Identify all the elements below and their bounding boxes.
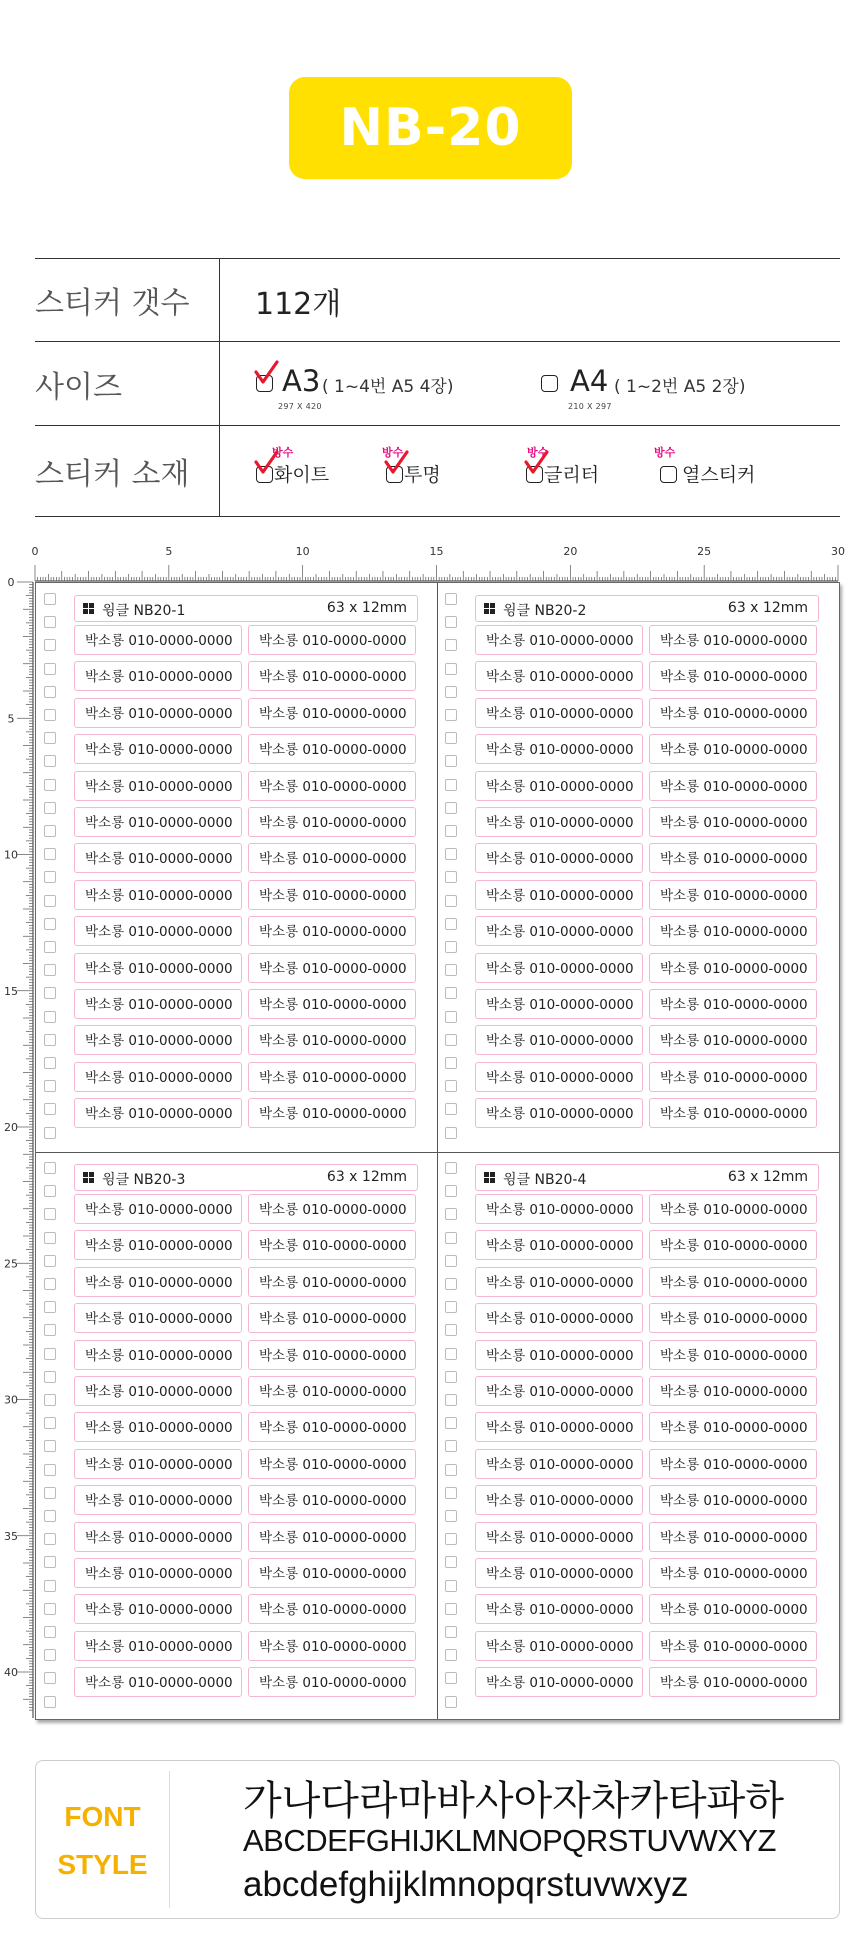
punch-hole <box>44 918 56 930</box>
sticker-label: 박소룡 010-0000-0000 <box>649 1098 817 1128</box>
material-label: 스티커 소재 <box>35 426 220 516</box>
sticker-label: 박소룡 010-0000-0000 <box>649 1631 817 1661</box>
punch-hole <box>445 1440 457 1452</box>
count-value-cell <box>220 259 840 341</box>
punch-hole <box>44 1371 56 1383</box>
sticker-label: 박소룡 010-0000-0000 <box>649 1594 817 1624</box>
punch-hole <box>44 895 56 907</box>
ruler-label: 10 <box>4 848 18 862</box>
ruler-label: 30 <box>831 545 845 558</box>
punch-hole <box>44 1324 56 1336</box>
sheet-label-size: 63 x 12mm <box>727 600 808 616</box>
punch-hole <box>44 686 56 698</box>
sticker-label: 박소룡 010-0000-0000 <box>74 771 242 801</box>
punch-hole <box>44 825 56 837</box>
product-title: NB-20 <box>339 98 522 158</box>
sheet-name: 윙클 NB20-3 <box>102 1172 186 1188</box>
size-options <box>220 342 840 425</box>
sticker-label: 박소룡 010-0000-0000 <box>475 1558 643 1588</box>
ruler-label: 25 <box>697 545 712 558</box>
sticker-label: 박소룡 010-0000-0000 <box>649 807 817 837</box>
punch-hole <box>445 1394 457 1406</box>
check-mark-icon <box>253 360 279 386</box>
punch-hole <box>445 1348 457 1360</box>
punch-hole <box>445 1487 457 1499</box>
punch-hole <box>445 1103 457 1115</box>
punch-hole <box>445 1011 457 1023</box>
punch-hole <box>445 964 457 976</box>
punch-hole <box>445 1255 457 1267</box>
sticker-label: 박소룡 010-0000-0000 <box>649 953 817 983</box>
sheet-name: 윙클 NB20-2 <box>503 603 587 619</box>
punch-hole <box>44 1696 56 1708</box>
sticker-sheet <box>35 582 840 1720</box>
sticker-label: 박소룡 010-0000-0000 <box>649 1558 817 1588</box>
punch-hole <box>445 1603 457 1615</box>
sticker-label: 박소룡 010-0000-0000 <box>74 843 242 873</box>
punch-hole <box>44 1603 56 1615</box>
punch-hole <box>44 802 56 814</box>
size-option-a3[interactable] <box>220 342 520 425</box>
size-name: A3 <box>282 364 321 398</box>
punch-hole <box>44 1487 56 1499</box>
sticker-label: 박소룡 010-0000-0000 <box>649 1485 817 1515</box>
sticker-label: 박소룡 010-0000-0000 <box>649 734 817 764</box>
size-note: ( 1~4번 A5 4장) <box>322 377 454 397</box>
punch-hole <box>445 779 457 791</box>
sticker-label: 박소룡 010-0000-0000 <box>649 880 817 910</box>
sticker-label: 박소룡 010-0000-0000 <box>248 1062 416 1092</box>
material-option-glitter[interactable] <box>490 426 620 516</box>
punch-hole <box>445 987 457 999</box>
waterproof-tag: 방수 <box>272 446 294 459</box>
punch-hole <box>44 732 56 744</box>
sticker-label: 박소룡 010-0000-0000 <box>475 661 643 691</box>
punch-hole <box>445 1127 457 1139</box>
punch-hole <box>445 895 457 907</box>
product-title-badge <box>289 77 572 179</box>
sheet-header-label <box>475 595 819 622</box>
sticker-label: 박소룡 010-0000-0000 <box>475 1340 643 1370</box>
sheet-label-size: 63 x 12mm <box>326 600 407 616</box>
sticker-label: 박소룡 010-0000-0000 <box>248 1025 416 1055</box>
sticker-label: 박소룡 010-0000-0000 <box>248 953 416 983</box>
sticker-label: 박소룡 010-0000-0000 <box>74 1267 242 1297</box>
size-option-a4[interactable] <box>520 342 820 425</box>
punch-hole <box>445 1649 457 1661</box>
size-dims: 297 X 420 <box>278 402 322 411</box>
font-sample-lower: abcdefghijklmnopqrstuvwxyz <box>243 1865 689 1904</box>
grid-icon <box>83 603 94 614</box>
sticker-label: 박소룡 010-0000-0000 <box>248 1485 416 1515</box>
punch-hole <box>445 1533 457 1545</box>
sticker-label: 박소룡 010-0000-0000 <box>475 1062 643 1092</box>
sticker-label: 박소룡 010-0000-0000 <box>74 1098 242 1128</box>
sticker-label: 박소룡 010-0000-0000 <box>248 734 416 764</box>
ruler-label: 25 <box>4 1257 18 1271</box>
sticker-label: 박소룡 010-0000-0000 <box>74 1303 242 1333</box>
a4-checkbox[interactable] <box>541 375 558 392</box>
font-sample-upper: ABCDEFGHIJKLMNOPQRSTUVWXYZ <box>243 1823 776 1858</box>
material-option-white[interactable] <box>220 426 350 516</box>
font-label-line2: STYLE <box>57 1849 148 1880</box>
sticker-label: 박소룡 010-0000-0000 <box>649 1025 817 1055</box>
material-option-heat[interactable] <box>620 426 780 516</box>
punch-hole <box>445 1057 457 1069</box>
punch-hole <box>44 593 56 605</box>
sticker-label: 박소룡 010-0000-0000 <box>74 625 242 655</box>
size-note: ( 1~2번 A5 2장) <box>614 377 746 397</box>
sheet-header-label <box>74 595 418 622</box>
punch-hole <box>44 871 56 883</box>
ruler-label: 20 <box>4 1121 18 1134</box>
sticker-label: 박소룡 010-0000-0000 <box>649 1194 817 1224</box>
punch-hole <box>44 1464 56 1476</box>
sticker-label: 박소룡 010-0000-0000 <box>475 1667 643 1697</box>
sticker-label: 박소룡 010-0000-0000 <box>475 989 643 1019</box>
punch-hole <box>445 1672 457 1684</box>
punch-hole <box>44 1440 56 1452</box>
sticker-label: 박소룡 010-0000-0000 <box>649 1376 817 1406</box>
sticker-label: 박소룡 010-0000-0000 <box>475 1594 643 1624</box>
waterproof-tag: 방수 <box>527 446 549 459</box>
sticker-label: 박소룡 010-0000-0000 <box>248 1230 416 1260</box>
punch-hole <box>445 941 457 953</box>
punch-hole <box>44 1185 56 1197</box>
waterproof-tag: 방수 <box>382 446 404 459</box>
sticker-label: 박소룡 010-0000-0000 <box>649 843 817 873</box>
ruler-label: 5 <box>7 712 15 726</box>
ruler-label: 40 <box>4 1666 18 1679</box>
sticker-label: 박소룡 010-0000-0000 <box>475 880 643 910</box>
punch-hole <box>44 779 56 791</box>
sheet-label-size: 63 x 12mm <box>727 1169 808 1185</box>
punch-hole <box>445 616 457 628</box>
sticker-label: 박소룡 010-0000-0000 <box>74 1631 242 1661</box>
punch-hole <box>44 1394 56 1406</box>
sticker-label: 박소룡 010-0000-0000 <box>74 1340 242 1370</box>
sticker-label: 박소룡 010-0000-0000 <box>74 1667 242 1697</box>
sticker-label: 박소룡 010-0000-0000 <box>74 1485 242 1515</box>
punch-hole <box>445 1185 457 1197</box>
punch-hole <box>44 1580 56 1592</box>
sticker-label: 박소룡 010-0000-0000 <box>74 880 242 910</box>
sticker-label: 박소룡 010-0000-0000 <box>475 1230 643 1260</box>
sticker-label: 박소룡 010-0000-0000 <box>248 1594 416 1624</box>
material-name: 글리터 <box>544 464 600 486</box>
punch-hole <box>445 709 457 721</box>
sticker-label: 박소룡 010-0000-0000 <box>649 1267 817 1297</box>
sticker-label: 박소룡 010-0000-0000 <box>649 1522 817 1552</box>
material-option-clear[interactable] <box>350 426 490 516</box>
sticker-label: 박소룡 010-0000-0000 <box>248 1340 416 1370</box>
punch-hole <box>44 1011 56 1023</box>
sticker-label: 박소룡 010-0000-0000 <box>248 1667 416 1697</box>
sticker-label: 박소룡 010-0000-0000 <box>475 1485 643 1515</box>
sticker-label: 박소룡 010-0000-0000 <box>248 1267 416 1297</box>
sticker-label: 박소룡 010-0000-0000 <box>475 916 643 946</box>
punch-hole <box>44 1510 56 1522</box>
sheet-name: 윙클 NB20-1 <box>102 603 186 619</box>
punch-hole <box>445 1034 457 1046</box>
sticker-label: 박소룡 010-0000-0000 <box>74 698 242 728</box>
punch-hole <box>445 848 457 860</box>
sticker-label: 박소룡 010-0000-0000 <box>248 1303 416 1333</box>
grid-icon <box>83 1172 94 1183</box>
sheet-header-label <box>475 1164 819 1191</box>
size-name: A4 <box>570 364 609 398</box>
punch-hole <box>44 1649 56 1661</box>
sticker-label: 박소룡 010-0000-0000 <box>74 1025 242 1055</box>
top-ruler <box>0 540 860 582</box>
punch-hole <box>44 1057 56 1069</box>
ruler-label: 35 <box>4 1529 18 1543</box>
punch-hole <box>445 1278 457 1290</box>
sticker-label: 박소룡 010-0000-0000 <box>248 771 416 801</box>
sticker-label: 박소룡 010-0000-0000 <box>475 1412 643 1442</box>
punch-hole <box>44 616 56 628</box>
punch-hole <box>44 1533 56 1545</box>
punch-hole <box>44 663 56 675</box>
font-label-line1: FONT <box>64 1801 141 1832</box>
sticker-label: 박소룡 010-0000-0000 <box>248 1558 416 1588</box>
font-style-box <box>35 1760 840 1919</box>
sticker-label: 박소룡 010-0000-0000 <box>475 1025 643 1055</box>
punch-hole <box>44 987 56 999</box>
ruler-label: 0 <box>7 578 15 589</box>
sticker-label: 박소룡 010-0000-0000 <box>649 989 817 1019</box>
sheet-name: 윙클 NB20-4 <box>503 1172 587 1188</box>
punch-hole <box>445 1626 457 1638</box>
left-ruler <box>0 578 34 1722</box>
punch-hole <box>44 941 56 953</box>
material-name: 열스티커 <box>682 464 756 486</box>
ruler-label: 30 <box>4 1393 18 1407</box>
punch-hole <box>44 1208 56 1220</box>
spec-table <box>35 258 840 517</box>
punch-hole <box>445 1580 457 1592</box>
sticker-label: 박소룡 010-0000-0000 <box>74 1194 242 1224</box>
sheet-header-label <box>74 1164 418 1191</box>
punch-hole <box>445 663 457 675</box>
punch-hole <box>44 1626 56 1638</box>
sticker-label: 박소룡 010-0000-0000 <box>475 1522 643 1552</box>
sticker-label: 박소룡 010-0000-0000 <box>74 916 242 946</box>
sticker-label: 박소룡 010-0000-0000 <box>248 1376 416 1406</box>
sticker-sheet-panel <box>36 583 437 1150</box>
punch-hole <box>44 755 56 767</box>
sticker-label: 박소룡 010-0000-0000 <box>74 1522 242 1552</box>
punch-hole <box>44 1556 56 1568</box>
sticker-label: 박소룡 010-0000-0000 <box>248 916 416 946</box>
punch-hole <box>445 1162 457 1174</box>
punch-hole <box>445 1232 457 1244</box>
sticker-label: 박소룡 010-0000-0000 <box>475 698 643 728</box>
sticker-label: 박소룡 010-0000-0000 <box>248 1412 416 1442</box>
punch-hole <box>44 1417 56 1429</box>
sticker-label: 박소룡 010-0000-0000 <box>649 916 817 946</box>
sticker-label: 박소룡 010-0000-0000 <box>248 1449 416 1479</box>
punch-hole <box>445 1208 457 1220</box>
count-label: 스티커 갯수 <box>35 259 220 341</box>
sticker-label: 박소룡 010-0000-0000 <box>649 698 817 728</box>
spec-row-size <box>35 341 840 425</box>
sticker-label: 박소룡 010-0000-0000 <box>649 1340 817 1370</box>
ruler-label: 15 <box>4 984 18 998</box>
punch-hole <box>44 964 56 976</box>
sticker-label: 박소룡 010-0000-0000 <box>74 1558 242 1588</box>
spec-row-material <box>35 425 840 517</box>
sticker-label: 박소룡 010-0000-0000 <box>74 1376 242 1406</box>
ruler-label: 15 <box>429 545 444 558</box>
punch-hole <box>445 1371 457 1383</box>
punch-hole <box>445 1464 457 1476</box>
sticker-label: 박소룡 010-0000-0000 <box>475 1631 643 1661</box>
sticker-label: 박소룡 010-0000-0000 <box>74 807 242 837</box>
sticker-label: 박소룡 010-0000-0000 <box>248 1522 416 1552</box>
sticker-label: 박소룡 010-0000-0000 <box>649 771 817 801</box>
sticker-label: 박소룡 010-0000-0000 <box>74 734 242 764</box>
sticker-label: 박소룡 010-0000-0000 <box>649 1230 817 1260</box>
sticker-label: 박소룡 010-0000-0000 <box>475 1376 643 1406</box>
sticker-label: 박소룡 010-0000-0000 <box>248 807 416 837</box>
punch-hole <box>445 593 457 605</box>
sticker-label: 박소룡 010-0000-0000 <box>248 1631 416 1661</box>
sticker-label: 박소룡 010-0000-0000 <box>248 843 416 873</box>
punch-hole <box>44 709 56 721</box>
punch-hole <box>445 1556 457 1568</box>
punch-hole <box>445 1080 457 1092</box>
sticker-label: 박소룡 010-0000-0000 <box>649 625 817 655</box>
sticker-label: 박소룡 010-0000-0000 <box>74 1449 242 1479</box>
sticker-label: 박소룡 010-0000-0000 <box>74 1062 242 1092</box>
punch-hole <box>44 1080 56 1092</box>
sticker-label: 박소룡 010-0000-0000 <box>649 1303 817 1333</box>
sticker-label: 박소룡 010-0000-0000 <box>475 1449 643 1479</box>
sticker-label: 박소룡 010-0000-0000 <box>649 1062 817 1092</box>
punch-hole <box>445 1417 457 1429</box>
punch-hole <box>445 871 457 883</box>
material-name: 화이트 <box>274 464 330 486</box>
sticker-label: 박소룡 010-0000-0000 <box>475 625 643 655</box>
sticker-label: 박소룡 010-0000-0000 <box>649 1667 817 1697</box>
punch-hole <box>44 1232 56 1244</box>
sticker-label: 박소룡 010-0000-0000 <box>74 1412 242 1442</box>
sticker-label: 박소룡 010-0000-0000 <box>649 1412 817 1442</box>
sticker-label: 박소룡 010-0000-0000 <box>248 989 416 1019</box>
sticker-sheet-panel <box>36 1152 437 1719</box>
punch-hole <box>44 1255 56 1267</box>
punch-hole <box>44 1127 56 1139</box>
sticker-label: 박소룡 010-0000-0000 <box>475 771 643 801</box>
size-dims: 210 X 297 <box>568 402 612 411</box>
sticker-label: 박소룡 010-0000-0000 <box>475 1098 643 1128</box>
sticker-label: 박소룡 010-0000-0000 <box>248 698 416 728</box>
sticker-label: 박소룡 010-0000-0000 <box>74 989 242 1019</box>
grid-icon <box>484 603 495 614</box>
waterproof-tag: 방수 <box>654 446 676 459</box>
punch-hole <box>44 1278 56 1290</box>
punch-hole <box>44 1348 56 1360</box>
ruler-label: 20 <box>563 545 578 558</box>
heat-checkbox[interactable] <box>660 466 677 483</box>
sticker-label: 박소룡 010-0000-0000 <box>475 1267 643 1297</box>
punch-hole <box>445 1510 457 1522</box>
sticker-label: 박소룡 010-0000-0000 <box>649 1449 817 1479</box>
punch-hole <box>445 918 457 930</box>
grid-icon <box>484 1172 495 1183</box>
punch-hole <box>44 1162 56 1174</box>
punch-hole <box>44 1034 56 1046</box>
sticker-label: 박소룡 010-0000-0000 <box>248 1098 416 1128</box>
punch-hole <box>44 639 56 651</box>
sticker-sheet-panel <box>437 1152 838 1719</box>
sticker-label: 박소룡 010-0000-0000 <box>74 661 242 691</box>
sticker-label: 박소룡 010-0000-0000 <box>248 1194 416 1224</box>
sticker-label: 박소룡 010-0000-0000 <box>475 1303 643 1333</box>
punch-hole <box>445 1301 457 1313</box>
ruler-label: 5 <box>165 545 173 558</box>
size-label: 사이즈 <box>35 342 220 425</box>
ruler-label: 10 <box>295 545 310 558</box>
sheet-label-size: 63 x 12mm <box>326 1169 407 1185</box>
sticker-label: 박소룡 010-0000-0000 <box>74 1594 242 1624</box>
sticker-label: 박소룡 010-0000-0000 <box>248 661 416 691</box>
sticker-label: 박소룡 010-0000-0000 <box>74 1230 242 1260</box>
punch-hole <box>445 732 457 744</box>
sticker-label: 박소룡 010-0000-0000 <box>248 625 416 655</box>
spec-row-count <box>35 258 840 341</box>
punch-hole <box>445 686 457 698</box>
punch-hole <box>445 639 457 651</box>
ruler-label: 0 <box>31 545 39 558</box>
material-options <box>220 426 840 516</box>
punch-hole <box>445 1696 457 1708</box>
sticker-label: 박소룡 010-0000-0000 <box>475 1194 643 1224</box>
punch-hole <box>445 802 457 814</box>
sticker-sheet-panel <box>437 583 838 1150</box>
sticker-label: 박소룡 010-0000-0000 <box>475 734 643 764</box>
punch-hole <box>445 1324 457 1336</box>
sticker-label: 박소룡 010-0000-0000 <box>74 953 242 983</box>
sticker-label: 박소룡 010-0000-0000 <box>475 843 643 873</box>
punch-hole <box>44 848 56 860</box>
punch-hole <box>44 1301 56 1313</box>
punch-hole <box>445 825 457 837</box>
sticker-label: 박소룡 010-0000-0000 <box>649 661 817 691</box>
sticker-label: 박소룡 010-0000-0000 <box>248 880 416 910</box>
material-name: 투명 <box>404 464 441 486</box>
font-sample-korean: 가나다라마바사아자차카타파하 <box>243 1779 784 1823</box>
sticker-label: 박소룡 010-0000-0000 <box>475 807 643 837</box>
punch-hole <box>445 755 457 767</box>
count-value: 112개 <box>255 287 342 322</box>
punch-hole <box>44 1672 56 1684</box>
sticker-label: 박소룡 010-0000-0000 <box>475 953 643 983</box>
punch-hole <box>44 1103 56 1115</box>
font-box-divider <box>169 1771 170 1908</box>
